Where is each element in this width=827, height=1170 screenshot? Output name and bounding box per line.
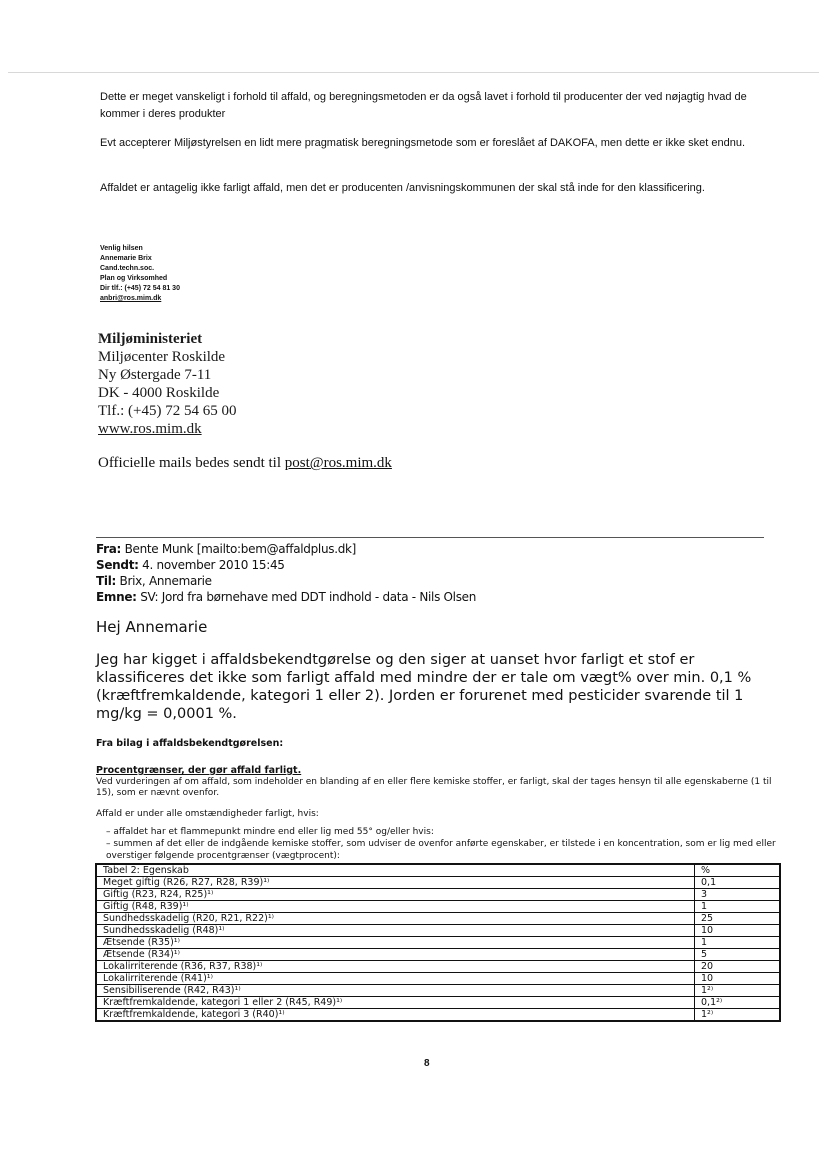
appendix-subheading: Procentgrænser, der gør affald farligt. — [96, 765, 302, 776]
table-row — [96, 973, 780, 985]
appendix-bullet-1: – affaldet har et flammepunkt mindre end eller lig med 55° og/eller hvis: — [106, 827, 434, 837]
table-cell: Meget giftig (R26, R27, R28, R39)¹⁾ — [96, 877, 695, 889]
appendix-text-2: Affald er under alle omstændigheder farligt, hvis: — [96, 809, 319, 819]
table-cell: Ætsende (R34)¹⁾ — [96, 949, 695, 961]
table-cell: Sundhedsskadelig (R48)¹⁾ — [96, 925, 695, 937]
org-website-link[interactable]: www.ros.mim.dk — [98, 421, 202, 437]
table-row — [96, 913, 780, 925]
table-cell: 10 — [695, 973, 781, 985]
org-street: Ny Østergade 7-11 — [98, 367, 212, 383]
from-label: Fra: — [96, 542, 122, 556]
subject-value: SV: Jord fra børnehave med DDT indhold - data - Nils Olsen — [140, 590, 477, 604]
from-value: Bente Munk [mailto:bem@affaldplus.dk] — [124, 542, 357, 556]
signature-name: Annemarie Brix — [100, 255, 152, 262]
table-row — [96, 997, 780, 1009]
top-rule — [8, 72, 819, 73]
table-row — [96, 901, 780, 913]
org-name: Miljøministeriet — [98, 331, 203, 347]
table-cell: 1²⁾ — [695, 985, 781, 997]
email-signature — [100, 244, 180, 304]
table-cell: Ætsende (R35)¹⁾ — [96, 937, 695, 949]
to-label: Til: — [96, 574, 117, 588]
table-cell: 3 — [695, 889, 781, 901]
org-phone: Tlf.: (+45) 72 54 65 00 — [98, 403, 237, 419]
table-cell: 25 — [695, 913, 781, 925]
signature-title: Cand.techn.soc. — [100, 265, 155, 272]
table-header-row — [96, 864, 780, 877]
table-row — [96, 925, 780, 937]
table-cell: Sundhedsskadelig (R20, R21, R22)¹⁾ — [96, 913, 695, 925]
table-cell: 1 — [695, 937, 781, 949]
table-cell: Lokalirriterende (R36, R37, R38)¹⁾ — [96, 961, 695, 973]
table-header-cell: Tabel 2: Egenskab — [96, 864, 695, 877]
table-cell: 1 — [695, 901, 781, 913]
table-cell: Giftig (R48, R39)¹⁾ — [96, 901, 695, 913]
signature-email-link[interactable]: anbri@ros.mim.dk — [100, 295, 162, 302]
paragraph-2: Evt accepterer Miljøstyrelsen en lidt mere pragmatisk beregningsmetode som er foreslået af DAKOFA, men dette er ikke sket endnu. — [100, 137, 746, 149]
sent-value: 4. november 2010 15:45 — [142, 558, 285, 572]
sent-label: Sendt: — [96, 558, 139, 572]
signature-greeting: Venlig hilsen — [100, 245, 143, 252]
table-cell: Kræftfremkaldende, kategori 1 eller 2 (R45, R49)¹⁾ — [96, 997, 695, 1009]
appendix-bullet-2: – summen af det eller de indgående kemiske stoffer, som udviser de ovenfor anførte egenskaber, er tilstede i en koncentration, som er lig med eller overstiger følgende procentgrænser (vægtprocent): — [106, 839, 776, 861]
table-row — [96, 1009, 780, 1022]
table-cell: 0,1 — [695, 877, 781, 889]
org-city: DK - 4000 Roskilde — [98, 385, 220, 401]
official-email-link[interactable]: post@ros.mim.dk — [284, 455, 392, 471]
table-cell: 10 — [695, 925, 781, 937]
page-number: 8 — [424, 1058, 430, 1069]
signature-dept: Plan og Virksomhed — [100, 275, 168, 282]
org-center: Miljøcenter Roskilde — [98, 349, 226, 365]
table-cell: Kræftfremkaldende, kategori 3 (R40)¹⁾ — [96, 1009, 695, 1022]
message-divider — [96, 537, 764, 538]
table-row — [96, 949, 780, 961]
table-cell: Sensibiliserende (R42, R43)¹⁾ — [96, 985, 695, 997]
paragraph-3: Affaldet er antagelig ikke farligt affald, men det er producenten /anvisningskommunen der skal stå inde for den klassificering. — [100, 182, 705, 194]
appendix-text-1: Ved vurderingen af om affald, som indeholder en blanding af en eller flere kemiske stoffer, er farligt, skal der tages hensyn til alle egenskaberne (1 til 15), som er nævnt ovenfor. — [96, 777, 772, 798]
forwarded-header — [96, 541, 476, 605]
table-cell: 20 — [695, 961, 781, 973]
table-row — [96, 937, 780, 949]
appendix-heading: Fra bilag i affaldsbekendtgørelsen: — [96, 738, 284, 749]
table-cell: Lokalirriterende (R41)¹⁾ — [96, 973, 695, 985]
to-value: Brix, Annemarie — [119, 574, 212, 588]
subject-label: Emne: — [96, 590, 137, 604]
table-cell: Giftig (R23, R24, R25)¹⁾ — [96, 889, 695, 901]
official-mail-note — [98, 454, 392, 472]
appendix-bullets — [106, 826, 776, 862]
table-row — [96, 889, 780, 901]
message-greeting: Hej Annemarie — [96, 618, 208, 636]
table-header-cell: % — [695, 864, 781, 877]
message-body: Jeg har kigget i affaldsbekendtgørelse og den siger at uanset hvor farligt et stof er klassificeres det ikke som farligt affald med mindre der er tale om vægt% over min. 0,1 % (kræftfremkaldende, kategori 1 eller 2). Jorden er forurenet med pesticider svarende til 1 mg/kg = 0,0001 %. — [96, 652, 752, 722]
table-row — [96, 985, 780, 997]
table-row — [96, 961, 780, 973]
organization-block — [98, 330, 236, 438]
table-cell: 5 — [695, 949, 781, 961]
table-row — [96, 877, 780, 889]
table-cell: 0,1²⁾ — [695, 997, 781, 1009]
threshold-table — [95, 863, 781, 1022]
paragraph-1: Dette er meget vanskeligt i forhold til affald, og beregningsmetoden er da også lavet i forhold til producenter der ved nøjagtig hvad de kommer i deres produkter — [100, 91, 747, 120]
table-cell: 1²⁾ — [695, 1009, 781, 1022]
official-text: Officielle mails bedes sendt til — [98, 455, 285, 471]
signature-phone: Dir tlf.: (+45) 72 54 81 30 — [100, 285, 180, 292]
